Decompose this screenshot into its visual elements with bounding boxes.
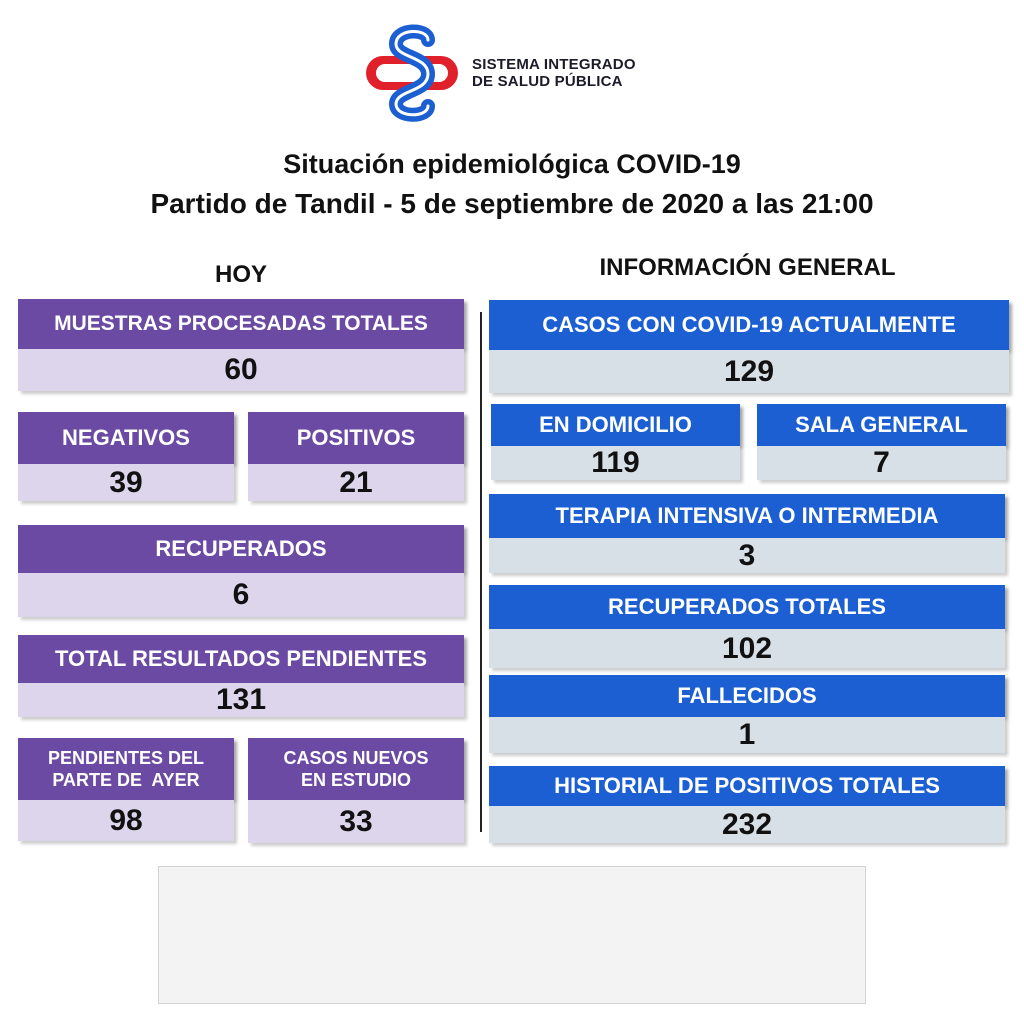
column-divider — [480, 312, 482, 832]
positivos-label: POSITIVOS — [248, 412, 464, 464]
logo — [362, 22, 636, 122]
logo-line-1: SISTEMA INTEGRADO — [472, 56, 636, 73]
domicilio-label: EN DOMICILIO — [491, 404, 740, 446]
recuperados-card — [18, 525, 464, 617]
recuperados-totales-value: 102 — [489, 629, 1005, 668]
pendientes-ayer-label-line-2: PARTE DE AYER — [52, 770, 200, 790]
pendientes-ayer-label — [18, 738, 234, 800]
recuperados-totales-card — [489, 585, 1005, 668]
actuales-value: 129 — [489, 350, 1009, 393]
fallecidos-label: FALLECIDOS — [489, 675, 1005, 717]
negativos-value: 39 — [18, 464, 234, 501]
pendientes-total-card — [18, 635, 464, 717]
recuperados-label: RECUPERADOS — [18, 525, 464, 573]
hoy-heading: HOY — [214, 261, 267, 288]
casos-nuevos-label-line-1: CASOS NUEVOS — [283, 748, 429, 768]
terapia-value: 3 — [489, 538, 1005, 573]
logo-line-2: DE SALUD PÚBLICA — [472, 73, 623, 90]
casos-nuevos-card — [248, 738, 464, 843]
muestras-card — [18, 299, 464, 391]
sala-general-card — [757, 404, 1006, 480]
casos-nuevos-value: 33 — [248, 800, 464, 843]
fallecidos-value: 1 — [489, 717, 1005, 753]
actuales-label: CASOS CON COVID-19 ACTUALMENTE — [489, 300, 1009, 350]
logo-text — [472, 56, 636, 90]
negativos-card — [18, 412, 234, 501]
domicilio-value: 119 — [491, 446, 740, 480]
muestras-value: 60 — [18, 349, 464, 391]
fallecidos-card — [489, 675, 1005, 753]
positivos-value: 21 — [248, 464, 464, 501]
negativos-label: NEGATIVOS — [18, 412, 234, 464]
terapia-card — [489, 494, 1005, 573]
terapia-label: TERAPIA INTENSIVA O INTERMEDIA — [489, 494, 1005, 538]
casos-nuevos-label — [248, 738, 464, 800]
domicilio-card — [491, 404, 740, 480]
positivos-card — [248, 412, 464, 501]
pendientes-ayer-value: 98 — [18, 800, 234, 841]
historial-card — [489, 766, 1005, 843]
general-heading: INFORMACIÓN GENERAL — [599, 254, 896, 281]
historial-label: HISTORIAL DE POSITIVOS TOTALES — [489, 766, 1005, 806]
sala-general-value: 7 — [757, 446, 1006, 480]
page-subtitle: Partido de Tandil - 5 de septiembre de 2020 a las 21:00 — [150, 188, 874, 219]
muestras-label: MUESTRAS PROCESADAS TOTALES — [18, 299, 464, 349]
recuperados-totales-label: RECUPERADOS TOTALES — [489, 585, 1005, 629]
page-title: Situación epidemiológica COVID-19 — [283, 149, 741, 179]
recuperados-value: 6 — [18, 573, 464, 617]
health-system-logo-icon — [362, 22, 462, 122]
pendientes-total-value: 131 — [18, 683, 464, 717]
actuales-card — [489, 300, 1009, 393]
pendientes-ayer-label-line-1: PENDIENTES DEL — [47, 748, 205, 768]
pendientes-ayer-card — [18, 738, 234, 841]
pendientes-total-label: TOTAL RESULTADOS PENDIENTES — [18, 635, 464, 683]
sala-general-label: SALA GENERAL — [757, 404, 1006, 446]
historial-value: 232 — [489, 806, 1005, 843]
footer-panel — [158, 866, 866, 1004]
casos-nuevos-label-line-2: EN ESTUDIO — [300, 770, 411, 790]
